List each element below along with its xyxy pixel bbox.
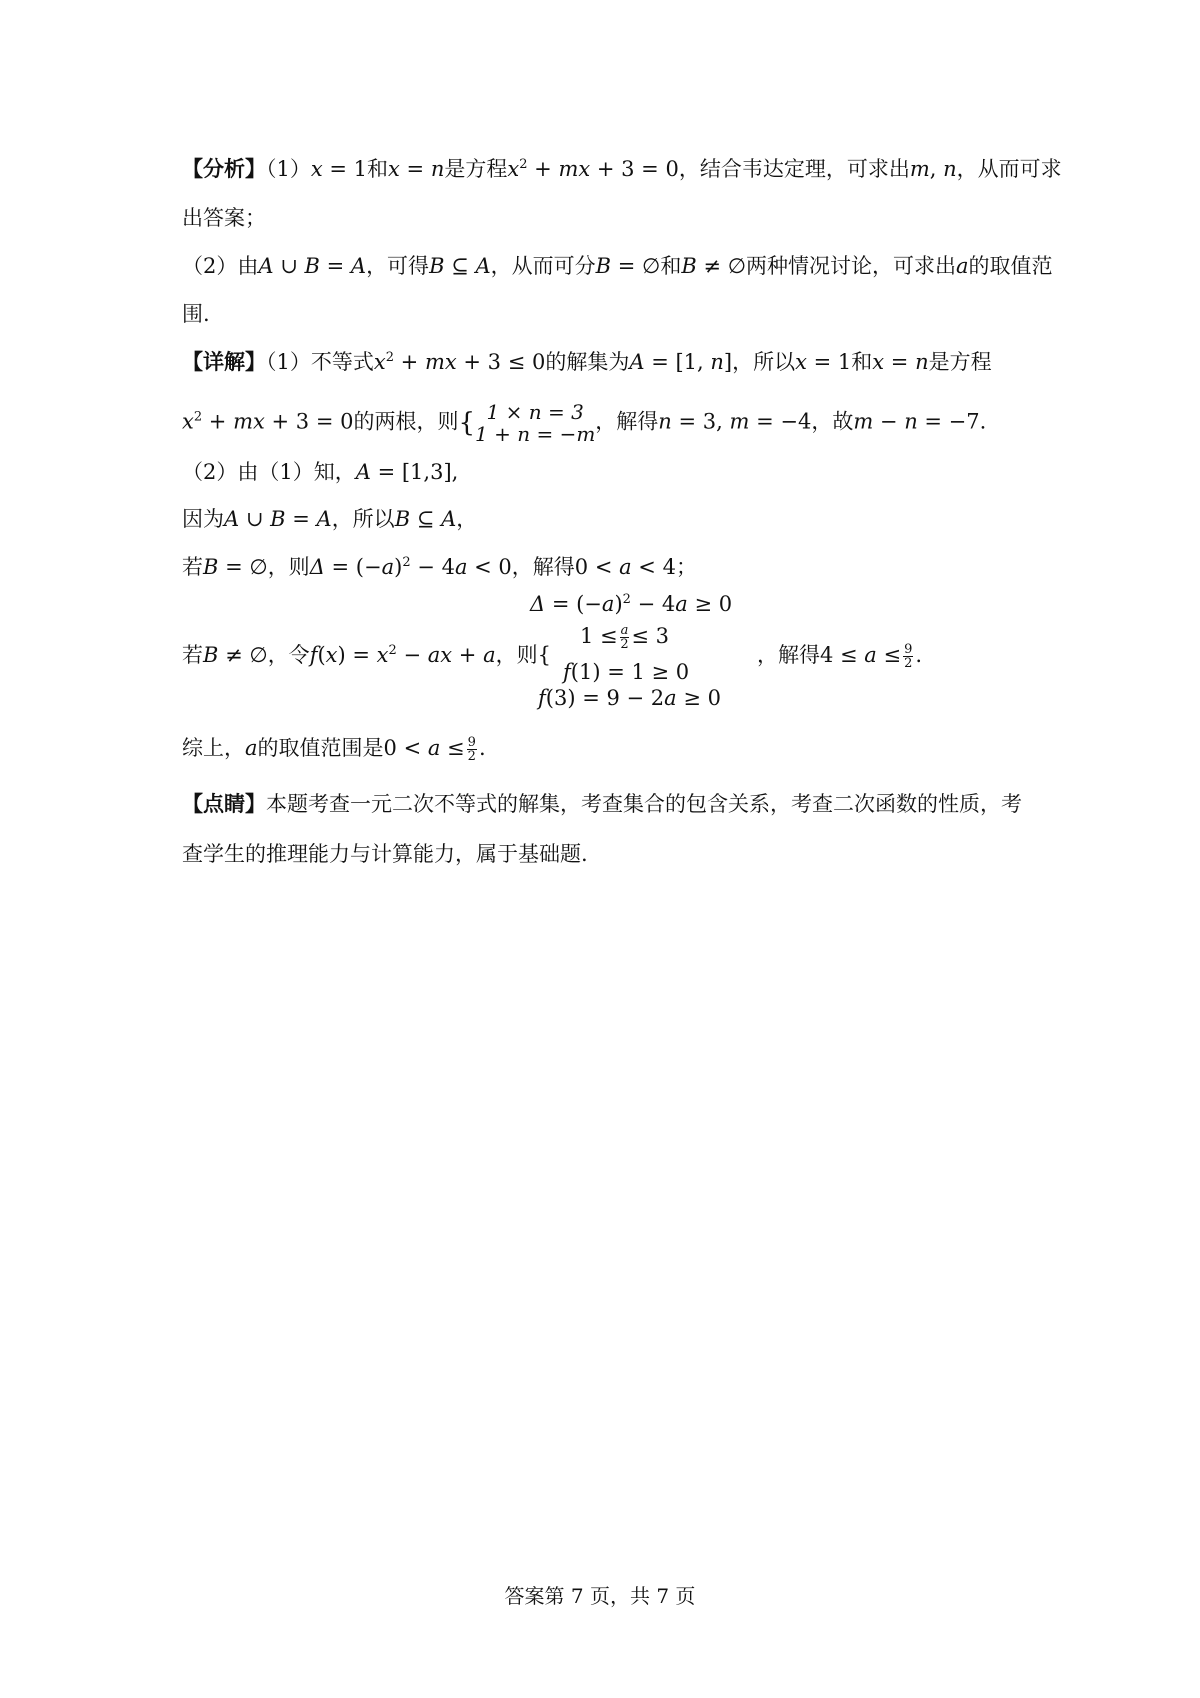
analysis-line-2: 出答案； bbox=[182, 206, 266, 230]
detail-line-2: $x^2$ + mx + 3 = 0的两根，则{ 1 × n = 3 1 + n = −m ，解得n = 3, m = −4，故m − n = −7. bbox=[182, 400, 987, 446]
detail-line-5: 若B = ∅，则$\Delta = (-a)^2 - 4a < 0$，解得0 < a < 4； bbox=[182, 555, 697, 579]
detail-line-6: 若B ≠ ∅，令$f(x) = x^2$ − ax + a，则{ ，解得4 ≤ a ≤ $\frac{9}{2}$ . bbox=[182, 642, 923, 671]
analysis-line-4: 围. bbox=[182, 302, 210, 326]
detail-tag: 【详解】 bbox=[182, 349, 266, 374]
system-row-3: f(1) = 1 ≥ 0 bbox=[563, 660, 690, 684]
analysis-tag: 【分析】 bbox=[182, 156, 266, 181]
comment-line-1: 【点睛】本题考查一元二次不等式的解集，考查集合的包含关系，考查二次函数的性质，考 bbox=[182, 791, 1022, 816]
analysis-line-1: 【分析】（1）x = 1和x = n是方程$x^2$ + mx + 3 = 0，结合韦达定理，可求出m, n，从而可求 bbox=[182, 156, 1062, 181]
system-row-2: 1 ≤ $\frac{a}{2}$ ≤ 3 bbox=[580, 623, 670, 652]
detail-line-1: 【详解】（1）不等式$x^2$ + mx + 3 ≤ 0的解集为A = [1, n]，所以x = 1和x = n是方程 bbox=[182, 349, 992, 374]
comment-tag: 【点睛】 bbox=[182, 791, 266, 816]
equation-system: 1 × n = 3 1 + n = −m bbox=[475, 400, 596, 446]
system-row-4: f(3) = 9 − 2a ≥ 0 bbox=[538, 686, 721, 710]
detail-line-7: 综上，a的取值范围是0 < a ≤ $\frac{9}{2}$ . bbox=[182, 735, 486, 764]
detail-line-3: （2）由（1）知，A = [1,3], bbox=[182, 460, 459, 484]
page-footer: 答案第 7 页，共 7 页 bbox=[504, 1584, 696, 1608]
detail-line-4: 因为A ∪ B = A，所以B ⊆ A， bbox=[182, 507, 478, 531]
system-row-1: $\Delta = (-a)^2 - 4a \ge 0$ bbox=[530, 592, 733, 616]
comment-line-2: 查学生的推理能力与计算能力，属于基础题. bbox=[182, 842, 588, 866]
analysis-line-3: （2）由A ∪ B = A，可得B ⊆ A，从而可分B = ∅和B ≠ ∅两种情况讨论，可求出a的取值范 bbox=[182, 254, 1053, 278]
